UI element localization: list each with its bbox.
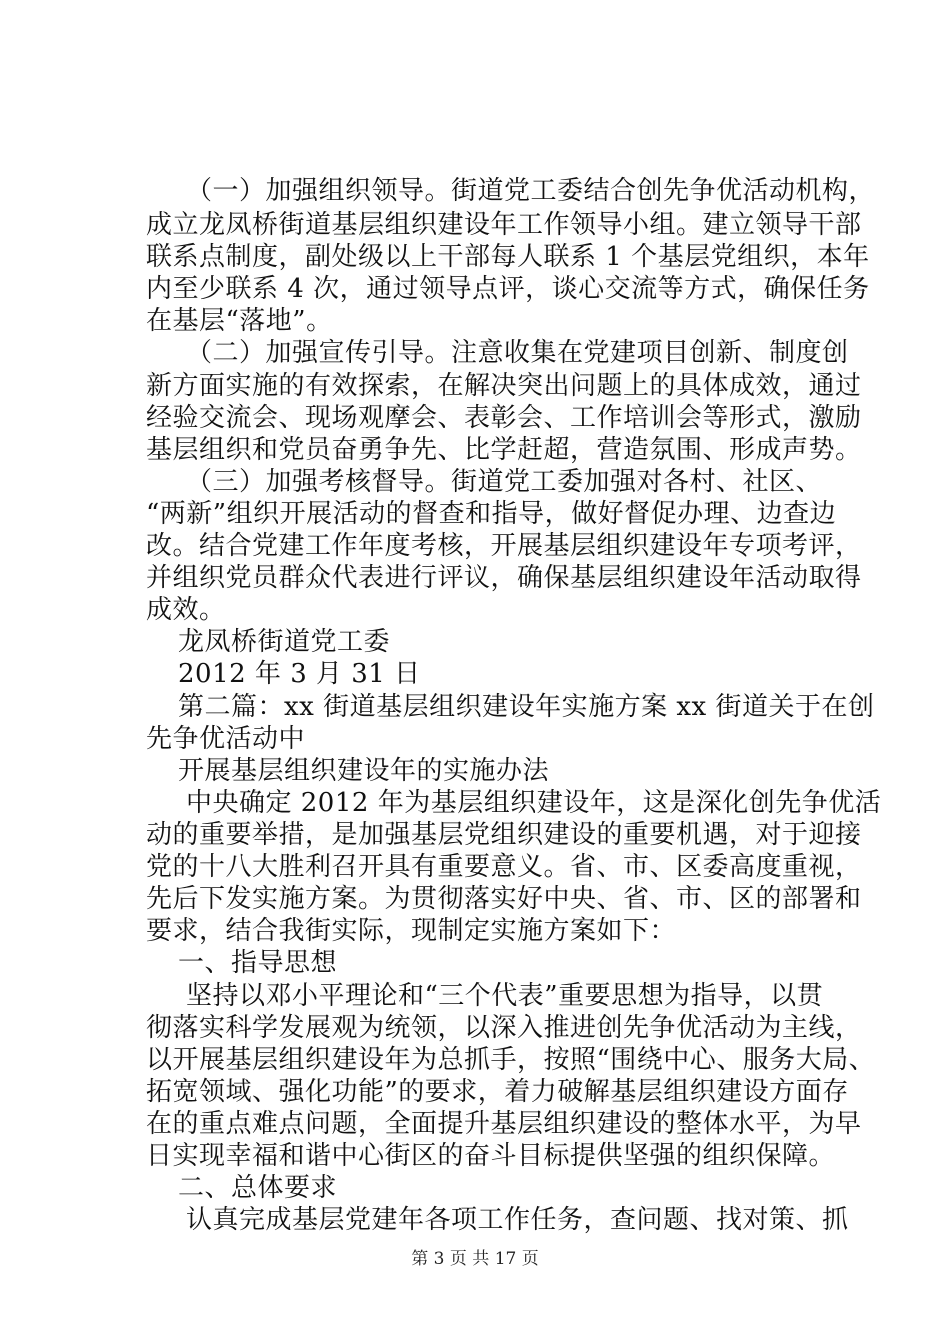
signature-org: 龙凤桥街道党工委 <box>178 627 391 657</box>
text-line: 在的重点难点问题，全面提升基层组织建设的整体水平，为早 <box>146 1109 862 1139</box>
heading-general-requirements: 二、总体要求 <box>178 1173 338 1203</box>
text-line: 联系点制度，副处级以上干部每人联系 1 个基层党组织，本年 <box>146 242 870 272</box>
section-subtitle: 开展基层组织建设年的实施办法 <box>178 756 550 786</box>
section-heading: 第二篇：xx 街道基层组织建设年实施方案 xx 街道关于在创 <box>178 692 875 722</box>
text-line: “两新”组织开展活动的督查和指导，做好督促办理、边查边 <box>146 499 837 529</box>
text-line: 日实现幸福和谐中心街区的奋斗目标提供坚强的组织保障。 <box>146 1141 836 1171</box>
text-line: 以开展基层组织建设年为总抓手，按照“围绕中心、服务大局、 <box>146 1045 876 1075</box>
text-line: 基层组织和党员奋勇争先、比学赶超，营造氛围、形成声势。 <box>146 435 862 465</box>
section-heading: 先争优活动中 <box>146 724 306 754</box>
heading-guiding-thought: 一、指导思想 <box>178 948 338 978</box>
text-line: 动的重要举措，是加强基层党组织建设的重要机遇，对于迎接 <box>146 820 862 850</box>
text-line: 经验交流会、现场观摩会、表彰会、工作培训会等形式，激励 <box>146 403 862 433</box>
text-line: （一）加强组织领导。街道党工委结合创先争优活动机构， <box>186 176 876 206</box>
page-number-footer: 第 3 页 共 17 页 <box>411 1249 539 1269</box>
text-line: 彻落实科学发展观为统领，以深入推进创先争优活动为主线， <box>146 1013 862 1043</box>
text-line: 党的十八大胜利召开具有重要意义。省、市、区委高度重视， <box>146 852 862 882</box>
text-line: 在基层“落地”。 <box>146 306 333 336</box>
text-line: 改。结合党建工作年度考核，开展基层组织建设年专项考评， <box>146 531 862 561</box>
text-line: 中央确定 2012 年为基层组织建设年，这是深化创先争优活 <box>186 788 882 818</box>
text-line: 内至少联系 4 次，通过领导点评，谈心交流等方式，确保任务 <box>146 274 870 304</box>
text-line: 要求，结合我街实际，现制定实施方案如下： <box>146 916 677 946</box>
text-line: 认真完成基层党建年各项工作任务，查问题、找对策、抓 <box>186 1205 849 1235</box>
text-line: （二）加强宣传引导。注意收集在党建项目创新、制度创 <box>186 338 849 368</box>
text-line: 并组织党员群众代表进行评议，确保基层组织建设年活动取得 <box>146 563 862 593</box>
text-line: 拓宽领域、强化功能”的要求，着力破解基层组织建设方面存 <box>146 1077 849 1107</box>
text-line: 先后下发实施方案。为贯彻落实好中央、省、市、区的部署和 <box>146 884 862 914</box>
text-line: （三）加强考核督导。街道党工委加强对各村、社区、 <box>186 467 823 497</box>
text-line: 成立龙凤桥街道基层组织建设年工作领导小组。建立领导干部 <box>146 210 862 240</box>
text-line: 坚持以邓小平理论和“三个代表”重要思想为指导，以贯 <box>186 981 824 1011</box>
text-line: 新方面实施的有效探索，在解决突出问题上的具体成效，通过 <box>146 371 862 401</box>
signature-date: 2012 年 3 月 31 日 <box>178 659 421 689</box>
text-line: 成效。 <box>146 595 226 625</box>
